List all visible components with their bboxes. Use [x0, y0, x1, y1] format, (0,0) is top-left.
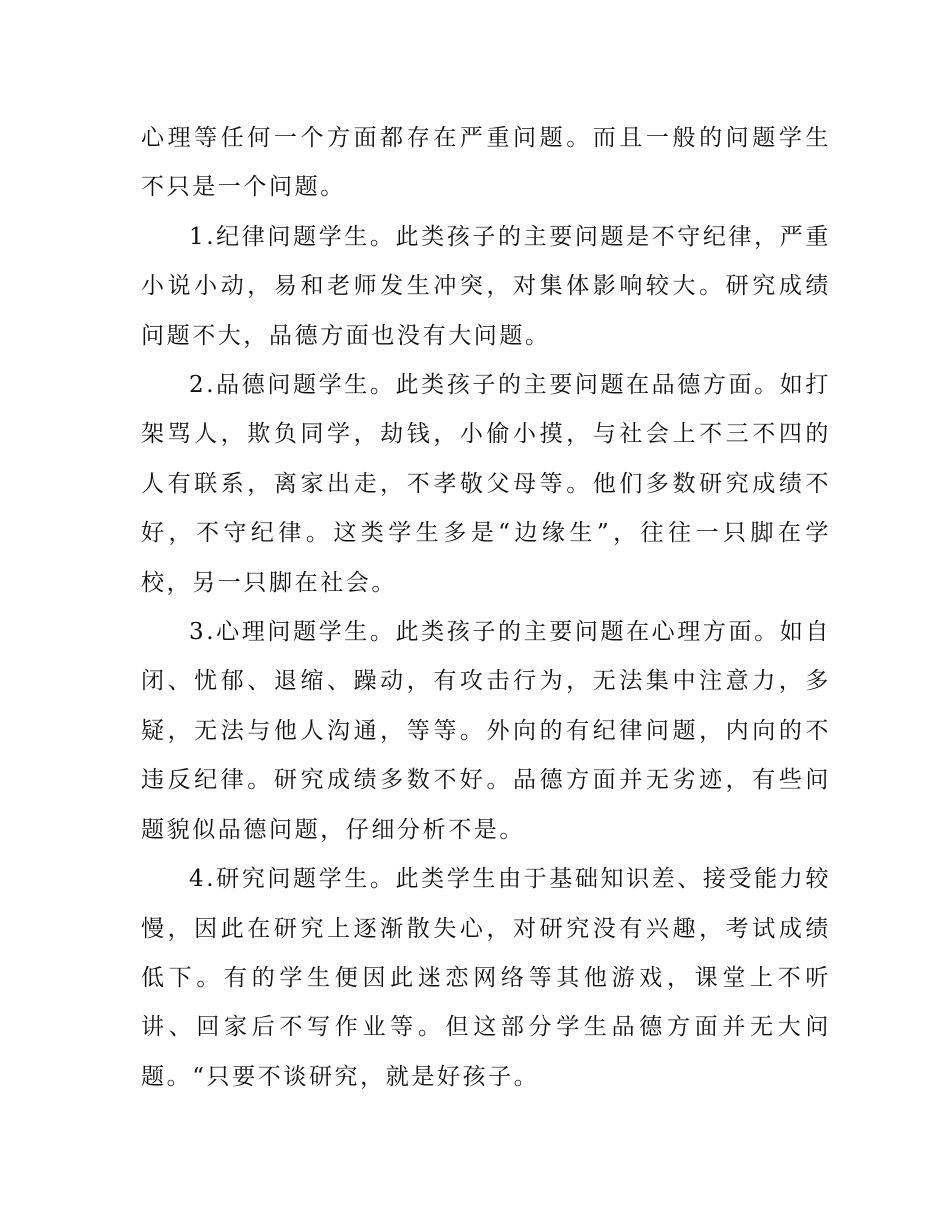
paragraph-moral-problem: 2.品德问题学生。此类孩子的主要问题在品德方面。如打架骂人，欺负同学，劫钱，小偷小摸，与社会上不三不四的人有联系，离家出走，不孝敬父母等。他们多数研究成绩不好，不守纪律。这类学生多是“边缘生”，往往一只脚在学校，另一只脚在社会。 — [141, 372, 831, 596]
paragraph-psychological-problem: 3.心理问题学生。此类孩子的主要问题在心理方面。如自闭、忧郁、退缩、躁动，有攻击行为，无法集中注意力，多疑，无法与他人沟通，等等。外向的有纪律问题，内向的不违反纪律。研究成绩多数不好。品德方面并无劣迹，有些问题貌似品德问题，仔细分析不是。 — [141, 619, 831, 843]
paragraph-discipline-problem: 1.纪律问题学生。此类孩子的主要问题是不守纪律，严重小说小动，易和老师发生冲突，对集体影响较大。研究成绩问题不大，品德方面也没有大问题。 — [141, 223, 831, 349]
paragraph-intro-continued: 心理等任何一个方面都存在严重问题。而且一般的问题学生不只是一个问题。 — [141, 125, 831, 201]
paragraph-study-problem: 4.研究问题学生。此类学生由于基础知识差、接受能力较慢，因此在研究上逐渐散失心，对研究没有兴趣，考试成绩低下。有的学生便因此迷恋网络等其他游戏，课堂上不听讲、回家后不写作业等。但这部分学生品德方面并无大问题。“只要不谈研究，就是好孩子。 — [141, 866, 831, 1090]
document-body — [141, 114, 831, 1102]
